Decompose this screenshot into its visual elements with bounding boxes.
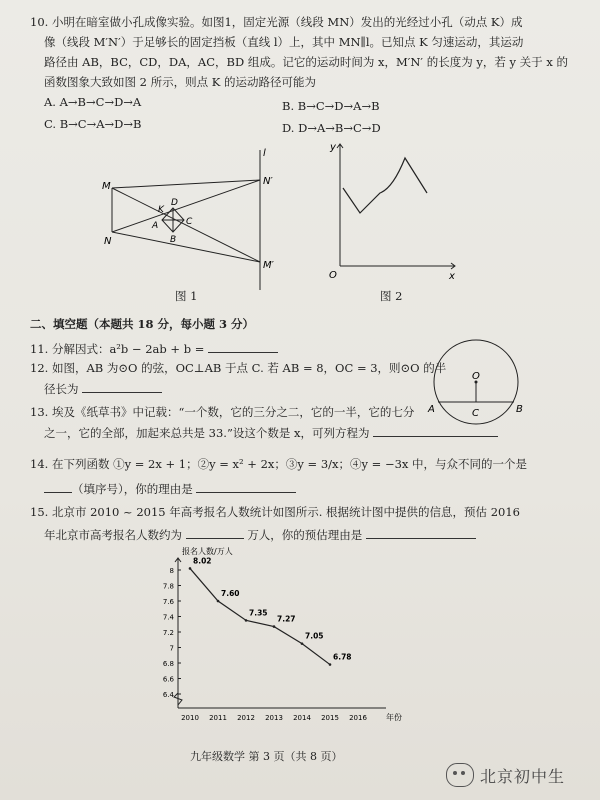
q15-line1: 15. 北京市 2010 ~ 2015 年高考报名人数统计如图所示. 根据统计图中提供的信息，预估 2016 (30, 505, 520, 519)
q14-answer-blank-2[interactable] (196, 480, 296, 493)
data-label: 6.78 (333, 652, 352, 662)
watermark-text: 北京初中生 (480, 766, 566, 786)
data-point (189, 567, 192, 570)
fig1-label-m: M (102, 181, 111, 192)
fig1-label-m-prime: M′ (263, 260, 274, 271)
y-tick-label: 7.4 (162, 613, 174, 622)
x-axis-title: 年份 (386, 713, 402, 722)
data-point (273, 625, 276, 628)
fig1-label-b: B (170, 235, 177, 245)
fig1-label-a: A (152, 221, 159, 231)
q10-option-c: C. B→C→A→D→B (44, 117, 142, 131)
q10-option-a: A. A→B→C→D→A (44, 95, 142, 109)
q13-label: 之一，它的全部，加起来总共是 33.”设这个数是 x，可列方程为 (44, 426, 370, 440)
page-footer: 九年级数学 第 3 页（共 8 页） (190, 750, 343, 763)
q10-line1: 10. 小明在暗室做小孔成像实验。如图1，固定光源（线段 MN）发出的光经过小孔（动点 K）成 (30, 15, 523, 29)
q12-label-a: A (428, 404, 435, 415)
q12-label: 径长为 (44, 382, 79, 396)
q14-answer-blank-1[interactable] (44, 480, 72, 493)
q14-line1: 14. 在下列函数 ①y = 2x + 1；②y = x² + 2x；③y = 3/x；④y = −3x 中，与众不同的一个是 (30, 457, 528, 471)
q10-line3: 路径由 AB，BC，CD，DA，AC，BD 组成。记它的运动时间为 x，M′N′ 的长度为 y，若 y 关于 x 的 (44, 55, 568, 69)
data-label: 7.05 (305, 631, 324, 641)
data-label: 7.35 (249, 608, 268, 618)
fig2-curve (343, 158, 427, 213)
data-point (301, 642, 304, 645)
q11-answer-blank[interactable] (208, 340, 278, 353)
q10-line4: 函数图象大致如图 2 所示，则点 K 的运动路径可能为 (44, 75, 317, 89)
q13-answer-blank[interactable] (373, 424, 498, 437)
y-tick-label: 7.2 (162, 629, 174, 637)
y-tick-label: 7.8 (162, 582, 174, 591)
fig2-caption: 图 2 (380, 289, 403, 303)
q11-text (30, 340, 278, 357)
q15-answer-blank-1[interactable] (186, 526, 244, 539)
data-point (217, 600, 220, 603)
fig1-caption: 图 1 (175, 289, 198, 303)
q12-line2 (44, 380, 162, 397)
section2-title: 二、填空题（本题共 18 分，每小题 3 分） (30, 317, 255, 331)
fig1-label-k: K (158, 205, 164, 215)
data-point (245, 619, 248, 622)
y-tick-label: 6.4 (162, 691, 174, 699)
q10-line2: 像（线段 M′N′）于足够长的固定挡板（直线 l）上，其中 MN∥l。已知点 K 匀速运动，其运动 (44, 35, 524, 49)
fig1-label-n: N (104, 236, 112, 247)
q12-answer-blank[interactable] (82, 380, 162, 393)
y-tick-label: 6.6 (162, 675, 174, 684)
q15-line-chart (140, 544, 430, 724)
x-tick-label: 2013 (265, 714, 283, 722)
q15-answer-blank-2[interactable] (366, 526, 476, 539)
wechat-icon (446, 763, 474, 787)
q12-label-c: C (472, 408, 479, 419)
x-tick-label: 2011 (209, 714, 227, 722)
q15-label-b: 万人，你的预估理由是 (247, 528, 363, 542)
q12-label-o: O (472, 371, 480, 382)
figure-1-pinhole-diagram (100, 140, 290, 290)
data-label: 7.60 (221, 589, 240, 598)
y-axis-title: 报名人数/万人 (182, 547, 233, 556)
y-tick-label: 7.6 (162, 598, 174, 606)
y-tick-label: 8 (169, 567, 174, 575)
q14-label: （填序号），你的理由是 (72, 482, 193, 496)
x-tick-label: 2014 (293, 714, 311, 722)
y-tick-label: 6.8 (162, 660, 174, 668)
x-tick-label: 2016 (349, 714, 367, 722)
q13-line1: 13. 埃及《纸草书》中记载：“一个数，它的三分之二，它的一半，它的七分 (30, 405, 415, 419)
q13-line2 (44, 424, 498, 441)
watermark (446, 758, 596, 792)
data-point (329, 663, 332, 666)
data-label: 8.02 (193, 556, 212, 566)
q11-label: 11. 分解因式：a²b − 2ab + b = (30, 342, 205, 356)
q12-line1: 12. 如图，AB 为⊙O 的弦，OC⊥AB 于点 C. 若 AB = 8，OC = 3，则⊙O 的半 (30, 361, 447, 375)
x-tick-label: 2012 (237, 714, 255, 722)
q15-line2 (44, 526, 476, 543)
q14-line2 (44, 480, 296, 497)
data-label: 7.27 (277, 614, 296, 624)
figure-2-function-graph (315, 138, 465, 283)
q12-label-b: B (516, 404, 523, 415)
fig1-label-d: D (171, 198, 178, 208)
q10-option-d: D. D→A→B→C→D (282, 121, 381, 135)
fig1-label-c: C (186, 217, 193, 227)
x-tick-label: 2010 (181, 714, 199, 722)
fig1-label-l: l (263, 148, 266, 159)
x-tick-label: 2015 (321, 714, 339, 722)
fig1-label-n-prime: N′ (263, 176, 273, 187)
q12-circle-figure (426, 338, 526, 428)
q10-option-b: B. B→C→D→A→B (282, 99, 380, 113)
fig2-label-x: x (449, 271, 455, 282)
y-tick-label: 7 (169, 644, 174, 653)
q15-label-a: 年北京市高考报名人数约为 (44, 528, 182, 542)
fig2-label-y: y (330, 142, 336, 153)
fig2-label-origin: O (329, 270, 337, 281)
